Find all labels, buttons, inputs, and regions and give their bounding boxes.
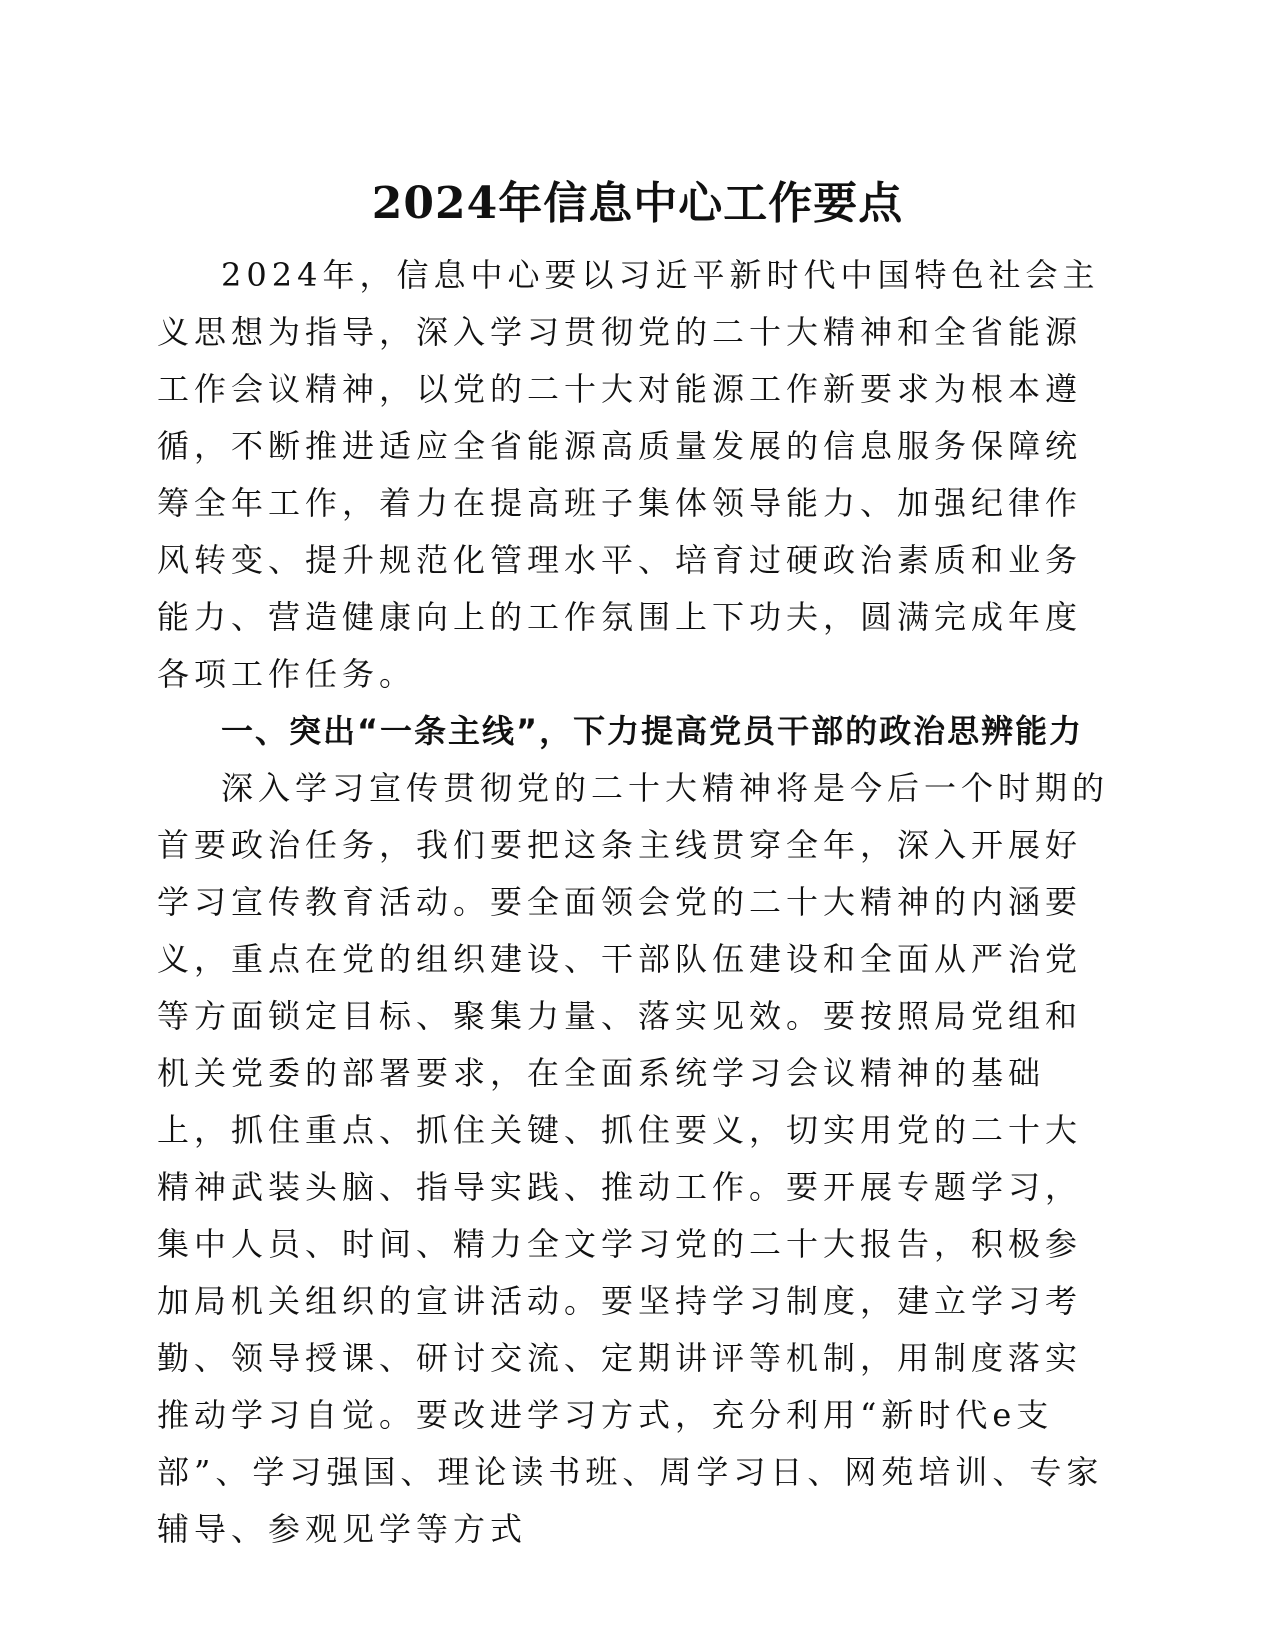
document-body bbox=[157, 247, 1117, 1558]
intro-paragraph: 2024年，信息中心要以习近平新时代中国特色社会主义思想为指导，深入学习贯彻党的二十大精神和全省能源工作会议精神，以党的二十大对能源工作新要求为根本遵循，不断推进适应全省能源高质量发展的信息服务保障统筹全年工作，着力在提高班子集体领导能力、加强纪律作风转变、提升规范化管理水平、培育过硬政治素质和业务能力、营造健康向上的工作氛围上下功夫，圆满完成年度各项工作任务。 bbox=[157, 256, 1100, 693]
section-1-paragraph: 深入学习宣传贯彻党的二十大精神将是今后一个时期的首要政治任务，我们要把这条主线贯穿全年，深入开展好学习宣传教育活动。要全面领会党的二十大精神的内涵要义，重点在党的组织建设、干部队伍建设和全面从严治党等方面锁定目标、聚集力量、落实见效。要按照局党组和机关党委的部署要求，在全面系统学习会议精神的基础上，抓住重点、抓住关键、抓住要义，切实用党的二十大精神武装头脑、指导实践、推动工作。要开展专题学习，集中人员、时间、精力全文学习党的二十大报告，积极参加局机关组织的宣讲活动。要坚持学习制度，建立学习考勤、领导授课、研讨交流、定期讲评等机制，用制度落实推动学习自觉。要改进学习方式，充分利用“新时代e支部”、学习强国、理论读书班、周学习日、网苑培训、专家辅导、参观见学等方式 bbox=[157, 769, 1110, 1548]
section-1-heading: 一、突出“一条主线”，下力提高党员干部的政治思辨能力 bbox=[221, 712, 1084, 750]
document-title: 2024年信息中心工作要点 bbox=[371, 178, 904, 229]
